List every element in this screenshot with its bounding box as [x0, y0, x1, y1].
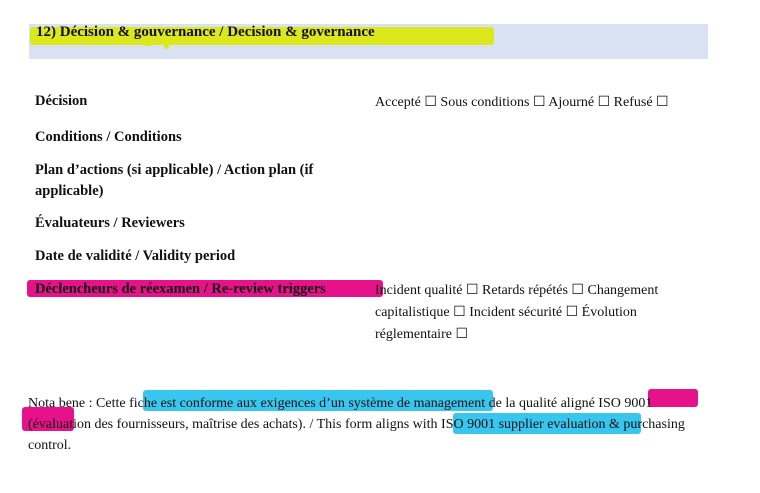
row-value-rereview-triggers[interactable]: Incident qualité ☐ Retards répétés ☐ Changement capitalistique ☐ Incident sécurité ☐ Évolution réglementaire ☐ — [375, 283, 659, 342]
row-label-decision: Décision — [35, 93, 88, 109]
row-label-conditions: Conditions / Conditions — [35, 129, 182, 145]
row-label-reviewers: Évaluateurs / Reviewers — [35, 215, 185, 231]
highlight-yellow-tail-2 — [164, 41, 169, 49]
row-label-validity-period: Date de validité / Validity period — [35, 248, 236, 264]
row-value-decision-options[interactable]: Accepté ☐ Sous conditions ☐ Ajourné ☐ Refusé ☐ — [375, 95, 669, 110]
section-title: 12) Décision & gouvernance / Decision & governance — [36, 24, 375, 40]
row-label-rereview-triggers: Déclencheurs de réexamen / Re-review triggers — [35, 281, 326, 297]
nota-bene-note: Nota bene : Cette fiche est conforme aux exigences d’un système de management de la qualité aligné ISO 9001 (évaluation des fournisseurs, maîtrise des achats). / This form aligns with ISO 9001 supplier evaluation & purchasing control. — [28, 396, 685, 453]
row-label-action-plan: Plan d’actions (si applicable) / Action plan (if applicable) — [35, 162, 314, 199]
